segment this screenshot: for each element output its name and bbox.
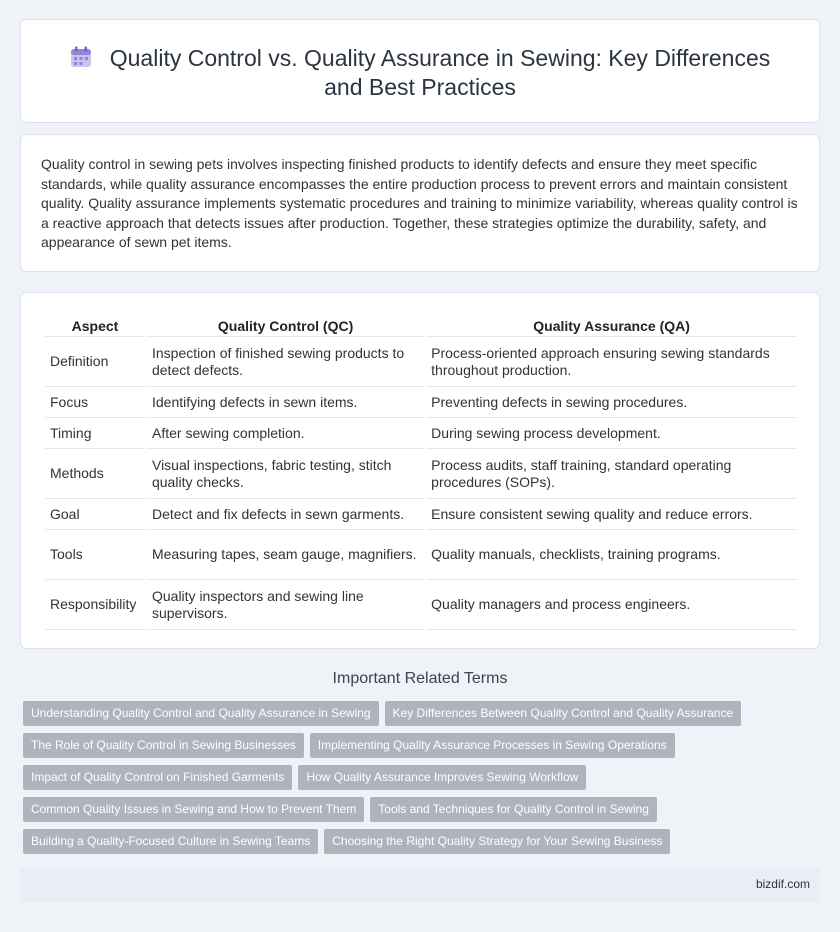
calendar-icon [70, 46, 92, 68]
row-qa: Process audits, staff training, standard operating procedures (SOPs). [426, 449, 797, 499]
table-row [45, 499, 797, 530]
row-qa: Ensure consistent sewing quality and reduce errors. [426, 499, 797, 530]
row-qa: During sewing process development. [426, 418, 797, 449]
row-qc: Measuring tapes, seam gauge, magnifiers. [147, 530, 424, 580]
comparison-table [43, 315, 799, 630]
footer [20, 868, 820, 902]
table-row [45, 418, 797, 449]
row-qa: Quality managers and process engineers. [426, 580, 797, 630]
table-row [45, 449, 797, 499]
row-qa: Preventing defects in sewing procedures. [426, 387, 797, 418]
related-term-link[interactable]: Implementing Quality Assurance Processes in Sewing Operations [310, 733, 675, 758]
related-term-link[interactable]: Understanding Quality Control and Quality Assurance in Sewing [23, 701, 379, 726]
row-aspect: Definition [45, 337, 145, 387]
column-header-aspect: Aspect [45, 315, 145, 337]
table-row [45, 387, 797, 418]
intro-paragraph: Quality control in sewing pets involves inspecting finished products to identify defects and ensure they meet specific standards, while quality assurance encompasses the entire production process to prevent errors and maintain consistent quality. Quality assurance implements systematic procedures and training to minimize variability, whereas quality control is a reactive approach that detects issues after production. Together, these strategies optimize the durability, safety, and appearance of sewn pet items. [41, 156, 798, 251]
related-term-link[interactable]: The Role of Quality Control in Sewing Businesses [23, 733, 304, 758]
row-aspect: Timing [45, 418, 145, 449]
comparison-card [20, 292, 820, 649]
related-term-link[interactable]: Choosing the Right Quality Strategy for Your Sewing Business [324, 829, 670, 854]
row-aspect: Responsibility [45, 580, 145, 630]
page-title: Quality Control vs. Quality Assurance in Sewing: Key Differences and Best Practices [109, 45, 771, 100]
row-qc: Visual inspections, fabric testing, stitch quality checks. [147, 449, 424, 499]
related-term-link[interactable]: Key Differences Between Quality Control and Quality Assurance [385, 701, 742, 726]
row-aspect: Goal [45, 499, 145, 530]
table-header-row [45, 315, 797, 337]
row-qc: Identifying defects in sewn items. [147, 387, 424, 418]
row-qc: Quality inspectors and sewing line supervisors. [147, 580, 424, 630]
related-terms-list [23, 701, 823, 861]
row-aspect: Focus [45, 387, 145, 418]
related-term-link[interactable]: Tools and Techniques for Quality Control in Sewing [370, 797, 657, 822]
table-row [45, 337, 797, 387]
row-qa: Process-oriented approach ensuring sewing standards throughout production. [426, 337, 797, 387]
related-term-link[interactable]: Common Quality Issues in Sewing and How to Prevent Them [23, 797, 364, 822]
related-term-link[interactable]: Building a Quality-Focused Culture in Sewing Teams [23, 829, 318, 854]
row-aspect: Tools [45, 530, 145, 580]
row-qa: Quality manuals, checklists, training programs. [426, 530, 797, 580]
row-qc: Detect and fix defects in sewn garments. [147, 499, 424, 530]
related-term-link[interactable]: Impact of Quality Control on Finished Garments [23, 765, 292, 790]
header-card [20, 19, 820, 123]
site-name[interactable]: bizdif.com [755, 877, 810, 891]
intro-card [20, 134, 820, 272]
row-qc: After sewing completion. [147, 418, 424, 449]
related-term-link[interactable]: How Quality Assurance Improves Sewing Workflow [298, 765, 586, 790]
column-header-qa: Quality Assurance (QA) [426, 315, 797, 337]
header [61, 44, 779, 102]
row-qc: Inspection of finished sewing products to detect defects. [147, 337, 424, 387]
row-aspect: Methods [45, 449, 145, 499]
related-terms-heading: Important Related Terms [332, 670, 508, 687]
column-header-qc: Quality Control (QC) [147, 315, 424, 337]
table-row [45, 530, 797, 580]
table-row [45, 580, 797, 630]
